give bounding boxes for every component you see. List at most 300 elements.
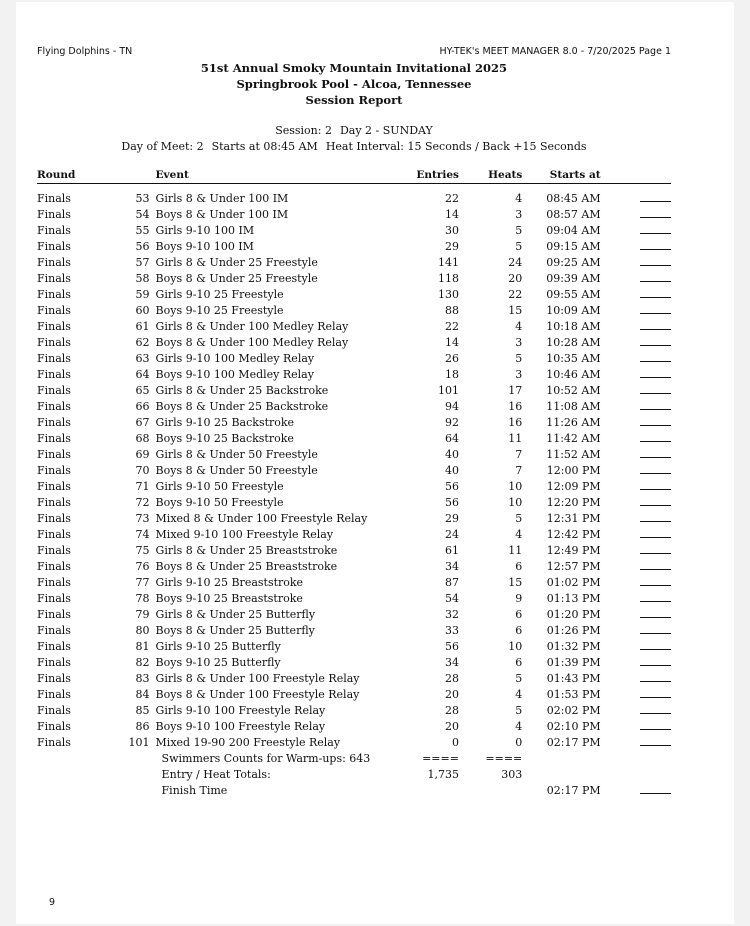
event-number-cell: 59: [135, 287, 150, 301]
start-time-cell: 10:35 AM: [546, 351, 601, 365]
check-blank-line: [640, 576, 671, 586]
heats-cell: 22: [508, 287, 523, 301]
event-name-cell: Boys 9-10 25 Freestyle: [155, 303, 284, 317]
start-time-cell: 11:08 AM: [546, 399, 601, 413]
check-blank-line: [640, 496, 671, 506]
session-start-time: Starts at 08:45 AM: [211, 140, 318, 153]
table-row: [37, 478, 671, 494]
start-time-cell: 02:17 PM: [546, 735, 601, 749]
check-blank-line: [640, 368, 671, 378]
round-cell: Finals: [37, 655, 71, 669]
table-row: [37, 494, 671, 510]
table-row: [37, 718, 671, 734]
heats-cell: 5: [515, 351, 523, 365]
event-name-cell: Mixed 9-10 100 Freestyle Relay: [155, 527, 334, 541]
column-header-heats: Heats: [459, 167, 522, 184]
event-name-cell: Girls 9-10 100 Freestyle Relay: [155, 703, 326, 717]
start-time-cell: 08:45 AM: [546, 191, 601, 205]
day-label: Day 2 - SUNDAY: [339, 124, 433, 137]
check-blank-line: [640, 560, 671, 570]
table-row: [37, 382, 671, 398]
check-blank-line: [640, 544, 671, 554]
round-cell: Finals: [37, 495, 71, 509]
start-time-cell: 02:02 PM: [546, 703, 601, 717]
table-row: [37, 670, 671, 686]
heats-cell: 7: [515, 447, 523, 461]
heats-cell: 3: [515, 367, 523, 381]
entries-cell: 40: [444, 447, 459, 461]
start-time-cell: 08:57 AM: [546, 207, 601, 221]
check-blank-line: [640, 272, 671, 282]
check-blank-line: [640, 512, 671, 522]
event-number-cell: 73: [135, 511, 150, 525]
entries-cell: 30: [444, 223, 459, 237]
event-name-cell: Boys 9-10 100 Medley Relay: [155, 367, 314, 381]
finish-time-blank-line: [640, 784, 671, 794]
entries-cell: 92: [444, 415, 459, 429]
heats-cell: 6: [515, 607, 523, 621]
start-time-cell: 12:09 PM: [546, 479, 601, 493]
table-row: [37, 238, 671, 254]
heats-cell: 4: [515, 191, 523, 205]
meet-venue: Springbrook Pool - Alcoa, Tennessee: [236, 77, 472, 91]
totals-row: [37, 766, 671, 782]
event-name-cell: Girls 8 & Under 50 Freestyle: [155, 447, 318, 461]
heats-cell: 15: [508, 575, 523, 589]
day-of-meet: Day of Meet: 2: [121, 140, 204, 153]
table-row: [37, 638, 671, 654]
finish-time-value: 02:17 PM: [546, 783, 601, 797]
entries-cell: 130: [437, 287, 459, 301]
table-row: [37, 526, 671, 542]
heats-cell: 5: [515, 703, 523, 717]
event-number-cell: 58: [135, 271, 150, 285]
event-number-cell: 78: [135, 591, 150, 605]
entries-cell: 34: [444, 655, 459, 669]
start-time-cell: 10:52 AM: [546, 383, 601, 397]
event-name-cell: Girls 8 & Under 25 Butterfly: [155, 607, 316, 621]
round-cell: Finals: [37, 351, 71, 365]
event-number-cell: 54: [135, 207, 150, 221]
report-page: [16, 2, 734, 924]
event-number-cell: 61: [135, 319, 150, 333]
round-cell: Finals: [37, 543, 71, 557]
check-blank-line: [640, 320, 671, 330]
event-name-cell: Boys 8 & Under 25 Freestyle: [155, 271, 318, 285]
event-number-cell: 75: [135, 543, 150, 557]
warmup-entries-separator: ====: [422, 751, 459, 765]
session-events-table: [37, 167, 671, 798]
table-row: [37, 286, 671, 302]
entries-cell: 18: [444, 367, 459, 381]
heats-cell: 5: [515, 239, 523, 253]
table-row: [37, 702, 671, 718]
start-time-cell: 12:00 PM: [546, 463, 601, 477]
event-name-cell: Boys 9-10 25 Backstroke: [155, 431, 294, 445]
round-cell: Finals: [37, 527, 71, 541]
heats-cell: 9: [515, 591, 523, 605]
round-cell: Finals: [37, 479, 71, 493]
round-cell: Finals: [37, 399, 71, 413]
event-number-cell: 76: [135, 559, 150, 573]
event-number-cell: 71: [135, 479, 150, 493]
finish-time-label: Finish Time: [161, 783, 228, 797]
event-number-cell: 69: [135, 447, 150, 461]
check-blank-line: [640, 400, 671, 410]
round-cell: Finals: [37, 431, 71, 445]
table-row: [37, 558, 671, 574]
entries-cell: 54: [444, 591, 459, 605]
check-blank-line: [640, 640, 671, 650]
table-header-row: [37, 167, 671, 184]
heats-cell: 3: [515, 207, 523, 221]
column-header-round: Round: [37, 167, 117, 184]
entries-cell: 28: [444, 703, 459, 717]
heat-interval: Heat Interval: 15 Seconds / Back +15 Seconds: [325, 140, 587, 153]
check-blank-line: [640, 336, 671, 346]
check-blank-line: [640, 432, 671, 442]
heats-cell: 24: [508, 255, 523, 269]
round-cell: Finals: [37, 719, 71, 733]
table-row: [37, 462, 671, 478]
heats-cell: 17: [508, 383, 523, 397]
event-number-cell: 66: [135, 399, 150, 413]
event-name-cell: Girls 8 & Under 25 Backstroke: [155, 383, 329, 397]
table-row: [37, 302, 671, 318]
session-details-line: [16, 140, 692, 153]
heats-cell: 6: [515, 623, 523, 637]
event-number-cell: 64: [135, 367, 150, 381]
round-cell: Finals: [37, 575, 71, 589]
start-time-cell: 02:10 PM: [546, 719, 601, 733]
round-cell: Finals: [37, 287, 71, 301]
event-number-cell: 63: [135, 351, 150, 365]
round-cell: Finals: [37, 463, 71, 477]
start-time-cell: 11:26 AM: [546, 415, 601, 429]
entries-cell: 56: [444, 639, 459, 653]
event-name-cell: Girls 9-10 25 Breaststroke: [155, 575, 304, 589]
entries-cell: 34: [444, 559, 459, 573]
heats-cell: 15: [508, 303, 523, 317]
heats-cell: 5: [515, 511, 523, 525]
event-name-cell: Boys 9-10 100 IM: [155, 239, 254, 253]
entries-cell: 32: [444, 607, 459, 621]
session-label: Session: 2: [275, 124, 332, 137]
check-blank-line: [640, 720, 671, 730]
table-row: [37, 206, 671, 222]
heats-cell: 0: [515, 735, 523, 749]
round-cell: Finals: [37, 671, 71, 685]
event-name-cell: Girls 8 & Under 100 IM: [155, 191, 289, 205]
round-cell: Finals: [37, 703, 71, 717]
event-number-cell: 85: [135, 703, 150, 717]
event-number-cell: 56: [135, 239, 150, 253]
entries-cell: 141: [437, 255, 459, 269]
check-blank-line: [640, 256, 671, 266]
event-number-cell: 53: [135, 191, 150, 205]
table-row: [37, 590, 671, 606]
round-cell: Finals: [37, 591, 71, 605]
event-name-cell: Girls 9-10 25 Backstroke: [155, 415, 295, 429]
event-number-cell: 81: [135, 639, 150, 653]
table-row: [37, 686, 671, 702]
round-cell: Finals: [37, 207, 71, 221]
heats-cell: 10: [508, 495, 523, 509]
table-row: [37, 366, 671, 382]
start-time-cell: 09:04 AM: [546, 223, 601, 237]
start-time-cell: 11:42 AM: [546, 431, 601, 445]
event-name-cell: Boys 8 & Under 100 Medley Relay: [155, 335, 349, 349]
event-name-cell: Girls 9-10 100 Medley Relay: [155, 351, 315, 365]
entries-cell: 22: [444, 191, 459, 205]
table-row: [37, 510, 671, 526]
round-cell: Finals: [37, 511, 71, 525]
column-header-check: [601, 167, 671, 184]
warmup-count-label: Swimmers Counts for Warm-ups: 643: [161, 751, 371, 765]
check-blank-line: [640, 656, 671, 666]
check-blank-line: [640, 704, 671, 714]
event-number-cell: 70: [135, 463, 150, 477]
round-cell: Finals: [37, 687, 71, 701]
start-time-cell: 12:49 PM: [546, 543, 601, 557]
start-time-cell: 12:57 PM: [546, 559, 601, 573]
event-name-cell: Boys 8 & Under 100 Freestyle Relay: [155, 687, 360, 701]
table-row: [37, 734, 671, 750]
round-cell: Finals: [37, 623, 71, 637]
event-number-cell: 72: [135, 495, 150, 509]
check-blank-line: [640, 608, 671, 618]
check-blank-line: [640, 736, 671, 746]
heats-cell: 5: [515, 671, 523, 685]
check-blank-line: [640, 352, 671, 362]
event-name-cell: Boys 9-10 25 Butterfly: [155, 655, 281, 669]
table-row: [37, 270, 671, 286]
heats-cell: 10: [508, 639, 523, 653]
heats-cell: 11: [508, 543, 523, 557]
totals-label: Entry / Heat Totals:: [161, 767, 271, 781]
column-header-number: [117, 167, 155, 184]
software-version-and-page: HY-TEK's MEET MANAGER 8.0 - 7/20/2025 Page 1: [439, 46, 671, 57]
round-cell: Finals: [37, 447, 71, 461]
session-line: [16, 124, 692, 137]
check-blank-line: [640, 672, 671, 682]
round-cell: Finals: [37, 223, 71, 237]
finish-time-row: [37, 782, 671, 798]
event-name-cell: Mixed 19-90 200 Freestyle Relay: [155, 735, 341, 749]
start-time-cell: 01:13 PM: [546, 591, 601, 605]
entries-cell: 22: [444, 319, 459, 333]
event-number-cell: 86: [135, 719, 150, 733]
table-row: [37, 334, 671, 350]
start-time-cell: 09:55 AM: [546, 287, 601, 301]
entries-cell: 88: [444, 303, 459, 317]
report-title: Session Report: [305, 93, 403, 107]
round-cell: Finals: [37, 319, 71, 333]
entries-cell: 87: [444, 575, 459, 589]
start-time-cell: 12:42 PM: [546, 527, 601, 541]
check-blank-line: [640, 464, 671, 474]
check-blank-line: [640, 192, 671, 202]
event-number-cell: 60: [135, 303, 150, 317]
check-blank-line: [640, 304, 671, 314]
event-name-cell: Girls 9-10 50 Freestyle: [155, 479, 284, 493]
start-time-cell: 01:02 PM: [546, 575, 601, 589]
table-row: [37, 414, 671, 430]
total-entries: 1,735: [427, 767, 459, 781]
entries-cell: 14: [444, 207, 459, 221]
event-number-cell: 80: [135, 623, 150, 637]
start-time-cell: 01:53 PM: [546, 687, 601, 701]
heats-cell: 4: [515, 719, 523, 733]
column-header-starts-at: Starts at: [522, 167, 600, 184]
start-time-cell: 01:20 PM: [546, 607, 601, 621]
table-row: [37, 430, 671, 446]
event-number-cell: 79: [135, 607, 150, 621]
footer-page-number: 9: [49, 897, 56, 908]
round-cell: Finals: [37, 239, 71, 253]
start-time-cell: 12:31 PM: [546, 511, 601, 525]
table-row: [37, 654, 671, 670]
entries-cell: 61: [444, 543, 459, 557]
round-cell: Finals: [37, 367, 71, 381]
round-cell: Finals: [37, 271, 71, 285]
table-row: [37, 398, 671, 414]
event-name-cell: Boys 8 & Under 100 IM: [155, 207, 289, 221]
round-cell: Finals: [37, 383, 71, 397]
start-time-cell: 01:39 PM: [546, 655, 601, 669]
event-number-cell: 57: [135, 255, 150, 269]
total-heats: 303: [501, 767, 523, 781]
entries-cell: 20: [444, 687, 459, 701]
entries-cell: 29: [444, 239, 459, 253]
table-row: [37, 542, 671, 558]
start-time-cell: 09:25 AM: [546, 255, 601, 269]
event-number-cell: 55: [135, 223, 150, 237]
entries-cell: 0: [451, 735, 459, 749]
heats-cell: 7: [515, 463, 523, 477]
table-row: [37, 446, 671, 462]
check-blank-line: [640, 624, 671, 634]
start-time-cell: 11:52 AM: [546, 447, 601, 461]
event-name-cell: Boys 8 & Under 25 Butterfly: [155, 623, 315, 637]
heats-cell: 4: [515, 527, 523, 541]
heats-cell: 6: [515, 559, 523, 573]
heats-cell: 16: [508, 399, 523, 413]
event-number-cell: 82: [135, 655, 150, 669]
table-row: [37, 350, 671, 366]
event-number-cell: 77: [135, 575, 150, 589]
warmup-count-row: [37, 750, 671, 766]
event-number-cell: 84: [135, 687, 150, 701]
check-blank-line: [640, 688, 671, 698]
entries-cell: 20: [444, 719, 459, 733]
table-row: [37, 606, 671, 622]
event-name-cell: Boys 9-10 50 Freestyle: [155, 495, 284, 509]
table-row: [37, 222, 671, 238]
event-name-cell: Boys 9-10 25 Breaststroke: [155, 591, 303, 605]
check-blank-line: [640, 224, 671, 234]
event-name-cell: Boys 8 & Under 25 Backstroke: [155, 399, 329, 413]
round-cell: Finals: [37, 335, 71, 349]
start-time-cell: 01:26 PM: [546, 623, 601, 637]
column-header-entries: Entries: [389, 167, 459, 184]
entries-cell: 33: [444, 623, 459, 637]
start-time-cell: 10:18 AM: [546, 319, 601, 333]
round-cell: Finals: [37, 415, 71, 429]
heats-cell: 3: [515, 335, 523, 349]
entries-cell: 40: [444, 463, 459, 477]
event-number-cell: 65: [135, 383, 150, 397]
entries-cell: 56: [444, 479, 459, 493]
entries-cell: 14: [444, 335, 459, 349]
start-time-cell: 01:43 PM: [546, 671, 601, 685]
check-blank-line: [640, 448, 671, 458]
check-blank-line: [640, 288, 671, 298]
check-blank-line: [640, 416, 671, 426]
check-blank-line: [640, 528, 671, 538]
table-body: [37, 184, 671, 751]
warmup-heats-separator: ====: [485, 751, 523, 765]
event-name-cell: Boys 9-10 100 Freestyle Relay: [155, 719, 326, 733]
event-number-cell: 101: [128, 735, 150, 749]
start-time-cell: 10:09 AM: [546, 303, 601, 317]
event-name-cell: Mixed 8 & Under 100 Freestyle Relay: [155, 511, 368, 525]
entries-cell: 28: [444, 671, 459, 685]
round-cell: Finals: [37, 255, 71, 269]
event-number-cell: 74: [135, 527, 150, 541]
event-name-cell: Girls 9-10 25 Butterfly: [155, 639, 281, 653]
event-name-cell: Girls 8 & Under 100 Freestyle Relay: [155, 671, 360, 685]
event-name-cell: Girls 9-10 25 Freestyle: [155, 287, 284, 301]
start-time-cell: 10:46 AM: [546, 367, 601, 381]
event-number-cell: 83: [135, 671, 150, 685]
event-name-cell: Girls 8 & Under 100 Medley Relay: [155, 319, 349, 333]
entries-cell: 118: [437, 271, 459, 285]
event-name-cell: Girls 8 & Under 25 Freestyle: [155, 255, 318, 269]
start-time-cell: 10:28 AM: [546, 335, 601, 349]
column-header-event: Event: [156, 167, 389, 184]
event-number-cell: 68: [135, 431, 150, 445]
heats-cell: 5: [515, 223, 523, 237]
heats-cell: 11: [508, 431, 523, 445]
round-cell: Finals: [37, 639, 71, 653]
round-cell: Finals: [37, 735, 71, 749]
entries-cell: 101: [437, 383, 459, 397]
check-blank-line: [640, 384, 671, 394]
check-blank-line: [640, 208, 671, 218]
entries-cell: 94: [444, 399, 459, 413]
start-time-cell: 12:20 PM: [546, 495, 601, 509]
entries-cell: 29: [444, 511, 459, 525]
start-time-cell: 01:32 PM: [546, 639, 601, 653]
event-name-cell: Boys 8 & Under 25 Breaststroke: [155, 559, 338, 573]
event-name-cell: Girls 9-10 100 IM: [155, 223, 255, 237]
table-row: [37, 254, 671, 270]
event-name-cell: Boys 8 & Under 50 Freestyle: [155, 463, 318, 477]
heats-cell: 16: [508, 415, 523, 429]
start-time-cell: 09:15 AM: [546, 239, 601, 253]
event-name-cell: Girls 8 & Under 25 Breaststroke: [155, 543, 338, 557]
check-blank-line: [640, 240, 671, 250]
round-cell: Finals: [37, 191, 71, 205]
table-row: [37, 318, 671, 334]
entries-cell: 24: [444, 527, 459, 541]
check-blank-line: [640, 592, 671, 602]
start-time-cell: 09:39 AM: [546, 271, 601, 285]
heats-cell: 4: [515, 687, 523, 701]
heats-cell: 4: [515, 319, 523, 333]
table-row: [37, 622, 671, 638]
